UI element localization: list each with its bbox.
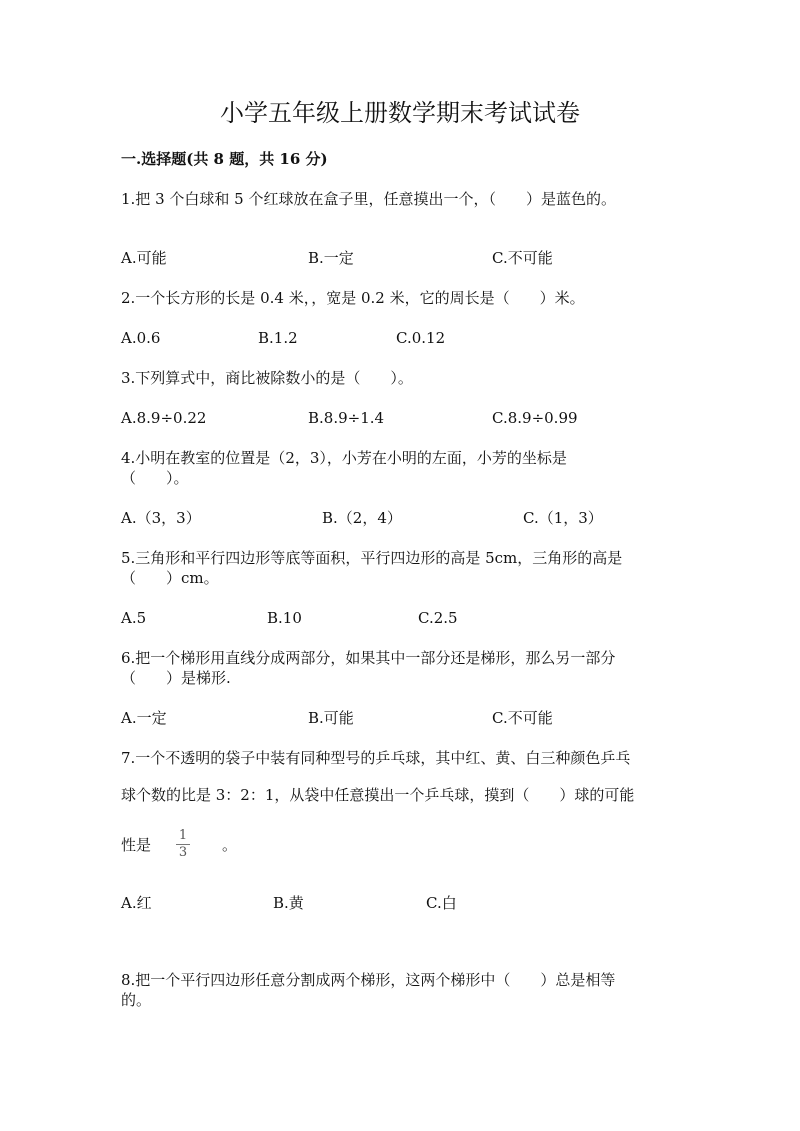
question-5-option-c: C.2.5 bbox=[418, 609, 458, 627]
question-8-stem-line-2: 的。 bbox=[121, 991, 152, 1009]
question-7-stem-line-3-prefix: 性是 bbox=[121, 836, 152, 854]
fraction-denominator: 3 bbox=[178, 845, 188, 860]
fraction-numerator: 1 bbox=[178, 828, 188, 843]
question-5-option-b: B.10 bbox=[267, 609, 302, 627]
question-1-option-a: A.可能 bbox=[121, 249, 167, 267]
question-6-stem-line-2: （ ）是梯形. bbox=[121, 669, 231, 687]
question-3-option-c: C.8.9÷0.99 bbox=[492, 409, 578, 427]
question-4-option-a: A.（3，3） bbox=[121, 509, 201, 527]
question-4-option-c: C.（1，3） bbox=[523, 509, 603, 527]
question-1-option-b: B.一定 bbox=[308, 249, 354, 267]
question-5-stem-line-1: 5.三角形和平行四边形等底等面积，平行四边形的高是 5cm，三角形的高是 bbox=[121, 549, 623, 567]
question-3-option-a: A.8.9÷0.22 bbox=[121, 409, 207, 427]
question-7-option-b: B.黄 bbox=[273, 894, 304, 912]
question-4-stem-line-2: （ ）。 bbox=[121, 469, 189, 487]
question-1-option-c: C.不可能 bbox=[492, 249, 553, 267]
question-5-stem-line-2: （ ）cm。 bbox=[121, 569, 219, 587]
section-heading: 一.选择题(共 8 题，共 16 分) bbox=[121, 150, 328, 168]
question-7-option-c: C.白 bbox=[426, 894, 457, 912]
question-7-stem-line-3-suffix: 。 bbox=[222, 836, 238, 854]
question-4-stem-line-1: 4.小明在教室的位置是（2，3），小芳在小明的左面，小芳的坐标是 bbox=[121, 449, 567, 467]
fraction-one-third bbox=[176, 829, 190, 860]
question-7-stem-line-2: 球个数的比是 3：2：1，从袋中任意摸出一个乒乓球，摸到（ ）球的可能 bbox=[121, 786, 635, 804]
question-4-option-b: B.（2，4） bbox=[322, 509, 402, 527]
question-2-stem: 2.一个长方形的长是 0.4 米，，宽是 0.2 米，它的周长是（ ）米。 bbox=[121, 289, 585, 307]
question-3-stem: 3.下列算式中，商比被除数小的是（ ）。 bbox=[121, 369, 413, 387]
question-6-stem-line-1: 6.把一个梯形用直线分成两部分，如果其中一部分还是梯形，那么另一部分 bbox=[121, 649, 616, 667]
question-2-option-b: B.1.2 bbox=[258, 329, 298, 347]
question-6-option-a: A.一定 bbox=[121, 709, 167, 727]
question-6-option-c: C.不可能 bbox=[492, 709, 553, 727]
question-6-option-b: B.可能 bbox=[308, 709, 354, 727]
question-5-option-a: A.5 bbox=[121, 609, 147, 627]
question-2-option-c: C.0.12 bbox=[396, 329, 446, 347]
question-7-stem-line-1: 7.一个不透明的袋子中装有同种型号的乒乓球，其中红、黄、白三种颜色乒乓 bbox=[121, 749, 631, 767]
question-7-option-a: A.红 bbox=[121, 894, 152, 912]
question-8-stem-line-1: 8.把一个平行四边形任意分割成两个梯形，这两个梯形中（ ）总是相等 bbox=[121, 971, 616, 989]
question-3-option-b: B.8.9÷1.4 bbox=[308, 409, 385, 427]
question-2-option-a: A.0.6 bbox=[121, 329, 161, 347]
page-title: 小学五年级上册数学期末考试试卷 bbox=[220, 99, 580, 127]
question-1-stem: 1.把 3 个白球和 5 个红球放在盒子里，任意摸出一个，（ ）是蓝色的。 bbox=[121, 190, 616, 208]
